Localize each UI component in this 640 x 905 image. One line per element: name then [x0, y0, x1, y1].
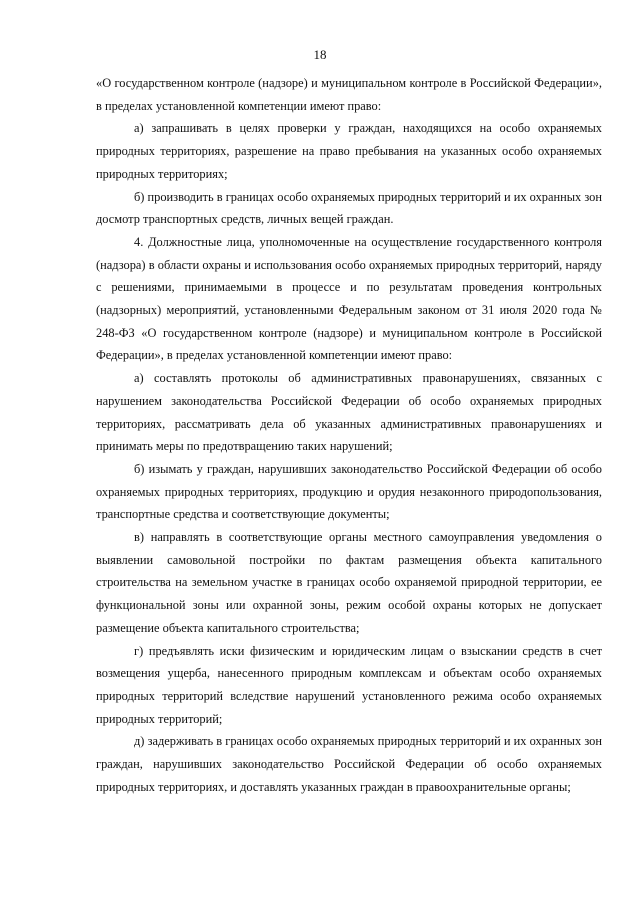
page-number: 18: [313, 47, 327, 62]
paragraph-clause-4: 4. Должностные лица, уполномоченные на осуществление государственного контроля (надзора) в области охраны и использования особо охраняемых природных территорий, наряду с решениями, принимаемыми в процессе и по результатам проведения контрольных (надзорных) мероприятий, установленными Федеральным законом от 31 июля 2020 года № 248-ФЗ «О государственном контроле (надзоре) и муниципальном контроле в Российской Федерации», в пределах установленной компетенции имеют право:: [96, 234, 602, 363]
paragraph-continuation: «О государственном контроле (надзоре) и муниципальном контроле в Российской Федерации», в пределах установленной компетенции имеют право:: [96, 76, 602, 113]
paragraph-item-d-detain: д) задерживать в границах особо охраняемых природных территорий и их охранных зон граждан, нарушивших законодательство Российской Федерации об особо охраняемых природных территориях, и доставлять указанных граждан в правоохранительные органы;: [96, 734, 602, 794]
paragraph-item-b-inspection: б) производить в границах особо охраняемых природных территорий и их охранных зон досмотр транспортных средств, личных вещей граждан.: [96, 189, 602, 227]
paragraph-item-v-notify: в) направлять в соответствующие органы местного самоуправления уведомления о выявлении самовольной постройки по фактам размещения объекта капитального строительства на земельном участке в границах особо охраняемой природной территории, ее функциональной зоны или охранной зоны, режим особой охраны которых не допускает размещение объекта капитального строительства;: [96, 530, 602, 635]
paragraph-item-g-lawsuits: г) предъявлять иски физическим и юридическим лицам о взыскании средств в счет возмещения ущерба, нанесенного природным комплексам и объектам особо охраняемых природных территорий вследствие нарушений установленного режима особо охраняемых природных территорий;: [96, 643, 602, 726]
paragraph-item-a-protocols: а) составлять протоколы об административных правонарушениях, связанных с нарушением законодательства Российской Федерации об особо охраняемых природных территориях, рассматривать дела об указанных административных правонарушениях и принимать меры по предотвращению таких нарушений;: [96, 371, 602, 454]
paragraph-item-a-request-permit: а) запрашивать в целях проверки у граждан, находящихся на особо охраняемых природных территориях, разрешение на право пребывания на указанных особо охраняемых природных территориях;: [96, 121, 602, 181]
paragraph-item-b-seize: б) изымать у граждан, нарушивших законодательство Российской Федерации об особо охраняемых природных территориях, продукцию и орудия незаконного природопользования, транспортные средства и соответствующие документы;: [96, 461, 602, 522]
document-body: [96, 72, 602, 799]
